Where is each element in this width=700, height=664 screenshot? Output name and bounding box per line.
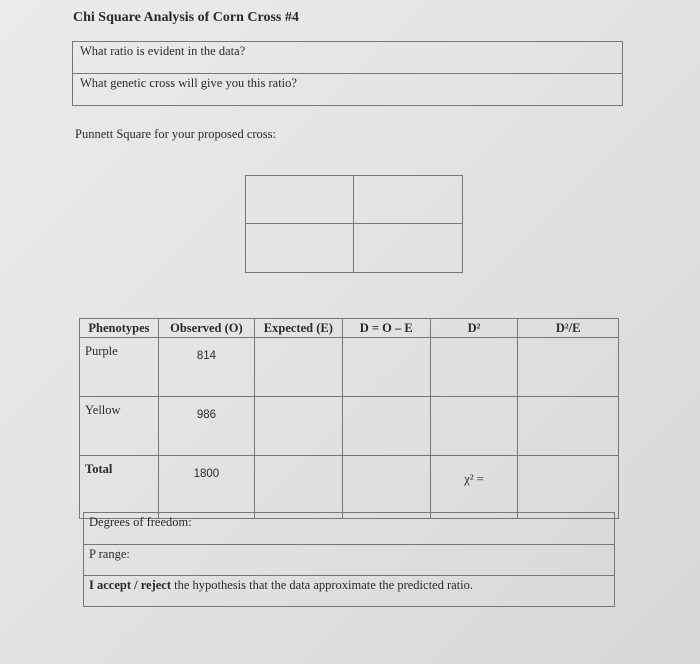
punnett-cell[interactable] bbox=[354, 224, 462, 272]
table-row-total bbox=[80, 456, 619, 519]
chi-square-table bbox=[79, 318, 619, 519]
punnett-cell[interactable] bbox=[246, 224, 354, 272]
deviation-cell[interactable] bbox=[342, 456, 430, 519]
question-box bbox=[72, 41, 623, 106]
header-observed: Observed (O) bbox=[158, 319, 254, 338]
deviation-cell[interactable] bbox=[342, 338, 430, 397]
page-title: Chi Square Analysis of Corn Cross #4 bbox=[73, 10, 299, 25]
header-deviation-squared: D² bbox=[430, 319, 518, 338]
p-range-field[interactable]: P range: bbox=[84, 544, 614, 575]
deviation-squared-cell[interactable] bbox=[430, 338, 518, 397]
deviation-squared-cell[interactable] bbox=[430, 397, 518, 456]
deviation-cell[interactable] bbox=[342, 397, 430, 456]
observed-cell: 814 bbox=[158, 338, 254, 397]
expected-cell[interactable] bbox=[254, 397, 342, 456]
expected-cell[interactable] bbox=[254, 456, 342, 519]
phenotype-cell: Total bbox=[80, 456, 159, 519]
header-deviation: D = O – E bbox=[342, 319, 430, 338]
d2-over-e-cell[interactable] bbox=[518, 338, 619, 397]
observed-cell: 986 bbox=[158, 397, 254, 456]
header-d2-over-e: D²/E bbox=[518, 319, 619, 338]
hypothesis-text: the hypothesis that the data approximate the predicted ratio. bbox=[171, 578, 473, 592]
phenotype-cell: Yellow bbox=[80, 397, 159, 456]
header-phenotypes: Phenotypes bbox=[80, 319, 159, 338]
d2-over-e-cell[interactable] bbox=[518, 397, 619, 456]
table-header-row bbox=[80, 319, 619, 338]
accept-reject-choice[interactable]: I accept / reject bbox=[89, 578, 172, 592]
degrees-of-freedom-field[interactable]: Degrees of freedom: bbox=[89, 515, 192, 529]
punnett-square bbox=[245, 175, 463, 273]
punnett-label: Punnett Square for your proposed cross: bbox=[75, 127, 277, 141]
expected-cell[interactable] bbox=[254, 338, 342, 397]
header-expected: Expected (E) bbox=[254, 319, 342, 338]
hypothesis-box bbox=[83, 512, 615, 607]
chi-square-label: χ² = bbox=[430, 456, 518, 519]
table-row bbox=[80, 397, 619, 456]
cross-question[interactable]: What genetic cross will give you this ratio? bbox=[73, 73, 622, 105]
accept-reject-statement[interactable] bbox=[84, 575, 614, 606]
table-row bbox=[80, 338, 619, 397]
observed-cell: 1800 bbox=[158, 456, 254, 519]
punnett-cell[interactable] bbox=[354, 176, 462, 224]
punnett-cell[interactable] bbox=[246, 176, 354, 224]
ratio-question[interactable]: What ratio is evident in the data? bbox=[80, 44, 246, 58]
phenotype-cell: Purple bbox=[80, 338, 159, 397]
chi-square-value-cell[interactable] bbox=[518, 456, 619, 519]
